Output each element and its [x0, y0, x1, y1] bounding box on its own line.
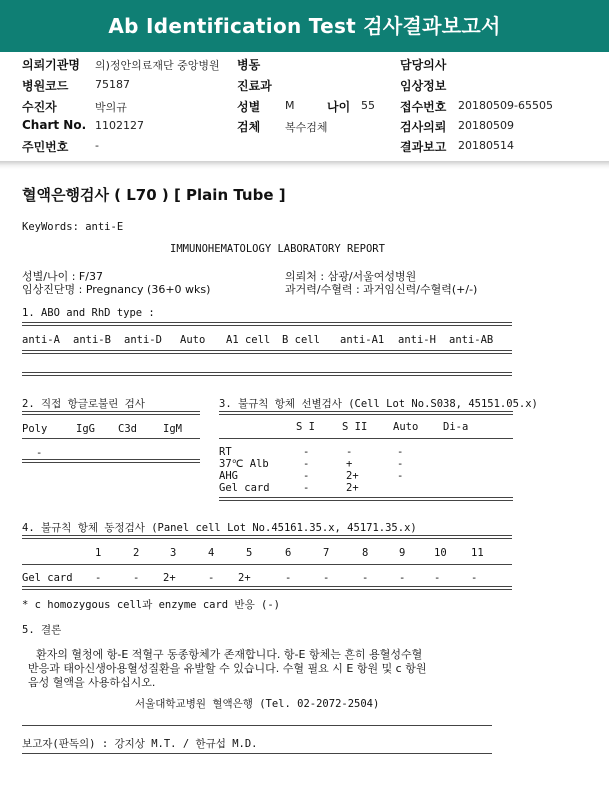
doctor-label: 담당의사 [400, 58, 447, 72]
screening-result: - [397, 470, 404, 482]
request-date-label: 검사의뢰 [400, 120, 447, 134]
dat-result: - [36, 447, 43, 459]
abo-column-header: anti-AB [449, 334, 494, 346]
patient-info-panel [0, 52, 609, 156]
panel-result: - [133, 572, 140, 584]
ward-label: 병동 [237, 58, 261, 72]
double-rule [22, 411, 200, 415]
section-2-title: 2. 직접 항글로불린 검사 [22, 398, 145, 410]
conclusion-line: 음성 혈액을 사용하십시오. [28, 676, 156, 689]
abo-column-header: Auto [180, 334, 206, 346]
clinical-info-label: 임상정보 [400, 79, 447, 93]
screening-column-header: Auto [393, 421, 419, 433]
dat-column-header: Poly [22, 423, 48, 435]
double-rule [22, 350, 512, 354]
age-value: 55 [361, 99, 375, 112]
reporter: 보고자(판독의) : 강지상 M.T. / 한규섭 M.D. [22, 738, 258, 750]
panel-result: - [362, 572, 369, 584]
history: 과거력/수혈력 : 과거임신력/수혈력(+/-) [285, 283, 478, 296]
sex-age: 성별/나이 : F/37 [22, 270, 103, 283]
screening-column-header: S II [342, 421, 368, 433]
resident-id-value: - [95, 139, 99, 152]
panel-result: - [399, 572, 406, 584]
receipt-no-value: 20180509-65505 [458, 99, 553, 112]
screening-result: - [303, 446, 310, 458]
abo-column-header: anti-B [73, 334, 111, 346]
conclusion-line: 환자의 혈청에 항-E 적혈구 동종항체가 존재합니다. 항-E 항체는 흔히 용혈성수혈 [36, 648, 423, 661]
report-title: Ab Identification Test 검사결과보고서 [0, 0, 609, 52]
screening-result: - [397, 446, 404, 458]
panel-cell-number: 4 [208, 547, 215, 559]
panel-result: - [95, 572, 102, 584]
section-divider [0, 161, 609, 169]
panel-cell-number: 2 [133, 547, 140, 559]
specimen-value: 복수검체 [285, 121, 328, 134]
screening-result: + [346, 458, 353, 470]
panel-cell-number: 9 [399, 547, 406, 559]
sex-value: M [285, 99, 295, 112]
panel-result: 2+ [163, 572, 176, 584]
single-rule [22, 725, 492, 726]
screening-column-header: Di-a [443, 421, 469, 433]
panel-result: - [471, 572, 478, 584]
screening-phase: 37℃ Alb [219, 458, 269, 470]
request-date-value: 20180509 [458, 119, 514, 132]
panel-cell-number: 3 [170, 547, 177, 559]
abo-column-header: anti-A [22, 334, 60, 346]
single-rule [22, 438, 200, 439]
dat-column-header: C3d [118, 423, 137, 435]
lab-report-title: IMMUNOHEMATOLOGY LABORATORY REPORT [170, 243, 385, 255]
lab-signature: 서울대학교병원 혈액은행 (Tel. 02-2072-2504) [135, 698, 380, 710]
panel-result: - [323, 572, 330, 584]
panel-cell-number: 5 [246, 547, 253, 559]
department-label: 진료과 [237, 79, 272, 93]
conclusion-line: 반응과 태아신생아용혈성질환을 유발할 수 있습니다. 수혈 필요 시 E 항원 및 c 항원 [28, 662, 427, 675]
double-rule [22, 372, 512, 376]
abo-column-header: anti-D [124, 334, 162, 346]
abo-column-header: B cell [282, 334, 320, 346]
hospital-code-label: 병원코드 [22, 79, 69, 93]
chart-no-label: Chart No. [22, 118, 87, 132]
sex-label: 성별 [237, 100, 261, 114]
abo-column-header: A1 cell [226, 334, 271, 346]
double-rule [22, 535, 512, 539]
screening-phase: RT [219, 446, 232, 458]
double-rule [22, 586, 512, 590]
resident-id-label: 주민번호 [22, 140, 69, 154]
double-rule [219, 411, 513, 415]
single-rule [22, 564, 512, 565]
double-rule [22, 459, 200, 463]
screening-result: - [346, 446, 353, 458]
abo-column-header: anti-H [398, 334, 436, 346]
hospital-code-value: 75187 [95, 78, 130, 91]
report-date-label: 결과보고 [400, 140, 447, 154]
section-4-title: 4. 불규칙 항체 동정검사 (Panel cell Lot No.45161.35.x, 45171.35.x) [22, 522, 417, 534]
chart-no-value: 1102127 [95, 119, 144, 132]
hospital-label: 의뢰기관명 [22, 58, 80, 72]
panel-cell-number: 7 [323, 547, 330, 559]
panel-result: - [434, 572, 441, 584]
report-date-value: 20180514 [458, 139, 514, 152]
lab-report-document [0, 170, 609, 798]
report-heading: 혈액은행검사 ( L70 ) [ Plain Tube ] [22, 186, 286, 204]
dat-column-header: IgM [163, 423, 182, 435]
screening-result: 2+ [346, 482, 359, 494]
panel-result: - [285, 572, 292, 584]
panel-result: 2+ [238, 572, 251, 584]
screening-result: - [303, 470, 310, 482]
screening-result: 2+ [346, 470, 359, 482]
panel-cell-number: 10 [434, 547, 447, 559]
screening-phase: AHG [219, 470, 238, 482]
screening-result: - [397, 458, 404, 470]
panel-result: - [208, 572, 215, 584]
referring-institution: 의뢰처 : 삼광/서울여성병원 [285, 270, 417, 283]
single-rule [219, 438, 513, 439]
hospital-value: 의)정안의료재단 중앙병원 [95, 59, 220, 72]
patient-label: 수진자 [22, 100, 57, 114]
patient-value: 박의규 [95, 101, 127, 114]
specimen-label: 검체 [237, 120, 261, 134]
section-5-title: 5. 결론 [22, 624, 62, 636]
panel-cell-number: 8 [362, 547, 369, 559]
section-3-title: 3. 불규칙 항체 선별검사 (Cell Lot No.S038, 45151.05.x) [219, 398, 538, 410]
panel-note: * c homozygous cell과 enzyme card 반응 (-) [22, 599, 281, 611]
screening-result: - [303, 458, 310, 470]
panel-cell-number: 1 [95, 547, 102, 559]
double-rule [219, 497, 513, 501]
receipt-no-label: 접수번호 [400, 100, 447, 114]
single-rule [22, 753, 492, 754]
clinical-diagnosis: 임상진단명 : Pregnancy (36+0 wks) [22, 283, 211, 296]
age-label: 나이 [327, 100, 351, 114]
screening-column-header: S I [296, 421, 315, 433]
panel-cell-number: 6 [285, 547, 292, 559]
screening-result: - [303, 482, 310, 494]
abo-column-header: anti-A1 [340, 334, 385, 346]
double-rule [22, 322, 512, 326]
panel-row-label: Gel card [22, 572, 73, 584]
keywords: KeyWords: anti-E [22, 221, 124, 233]
screening-phase: Gel card [219, 482, 270, 494]
dat-column-header: IgG [76, 423, 95, 435]
panel-cell-number: 11 [471, 547, 484, 559]
section-1-title: 1. ABO and RhD type : [22, 307, 155, 319]
